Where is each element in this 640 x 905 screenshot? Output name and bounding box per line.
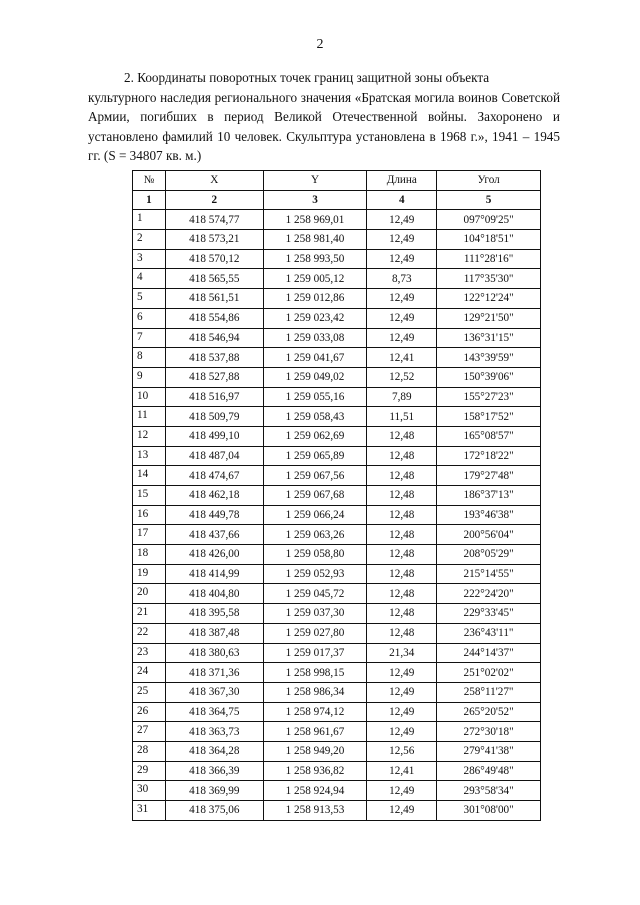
point-number-cell: 8 xyxy=(133,348,166,368)
angle-cell: 251°02'02" xyxy=(437,663,541,683)
table-row xyxy=(133,702,541,722)
y-coordinate-cell: 1 259 062,69 xyxy=(263,426,367,446)
x-coordinate-cell: 418 437,66 xyxy=(165,525,263,545)
x-coordinate-cell: 418 414,99 xyxy=(165,564,263,584)
point-number-cell: 10 xyxy=(133,387,166,407)
table-row xyxy=(133,249,541,269)
point-number-cell: 16 xyxy=(133,505,166,525)
point-number-cell: 23 xyxy=(133,643,166,663)
column-number: 5 xyxy=(437,190,541,210)
y-coordinate-cell: 1 258 924,94 xyxy=(263,781,367,801)
angle-cell: 229°33'45" xyxy=(437,604,541,624)
y-coordinate-cell: 1 258 961,67 xyxy=(263,722,367,742)
point-number-cell: 27 xyxy=(133,722,166,742)
point-number-cell: 13 xyxy=(133,446,166,466)
table-row xyxy=(133,643,541,663)
length-cell: 12,48 xyxy=(367,486,437,506)
table-row xyxy=(133,584,541,604)
y-coordinate-cell: 1 259 017,37 xyxy=(263,643,367,663)
x-coordinate-cell: 418 509,79 xyxy=(165,407,263,427)
x-coordinate-cell: 418 573,21 xyxy=(165,230,263,250)
point-number-cell: 26 xyxy=(133,702,166,722)
x-coordinate-cell: 418 516,97 xyxy=(165,387,263,407)
length-cell: 12,48 xyxy=(367,426,437,446)
length-cell: 12,48 xyxy=(367,505,437,525)
angle-cell: 301°08'00" xyxy=(437,801,541,821)
point-number-cell: 4 xyxy=(133,269,166,289)
y-coordinate-cell: 1 259 058,80 xyxy=(263,545,367,565)
x-coordinate-cell: 418 474,67 xyxy=(165,466,263,486)
point-number-cell: 6 xyxy=(133,308,166,328)
y-coordinate-cell: 1 259 049,02 xyxy=(263,367,367,387)
length-cell: 12,49 xyxy=(367,230,437,250)
x-coordinate-cell: 418 380,63 xyxy=(165,643,263,663)
point-number-cell: 21 xyxy=(133,604,166,624)
length-cell: 12,49 xyxy=(367,682,437,702)
table-row xyxy=(133,230,541,250)
angle-cell: 208°05'29" xyxy=(437,545,541,565)
table-row xyxy=(133,210,541,230)
x-coordinate-cell: 418 395,58 xyxy=(165,604,263,624)
header-angle: Угол xyxy=(437,171,541,191)
angle-cell: 150°39'06" xyxy=(437,367,541,387)
intro-paragraph xyxy=(88,68,560,166)
length-cell: 12,48 xyxy=(367,545,437,565)
x-coordinate-cell: 418 387,48 xyxy=(165,623,263,643)
table-row xyxy=(133,801,541,821)
x-coordinate-cell: 418 462,18 xyxy=(165,486,263,506)
length-cell: 12,49 xyxy=(367,308,437,328)
table-row xyxy=(133,308,541,328)
header-length: Длина xyxy=(367,171,437,191)
table-row xyxy=(133,623,541,643)
header-number: № xyxy=(133,171,166,191)
point-number-cell: 24 xyxy=(133,663,166,683)
table-row xyxy=(133,604,541,624)
length-cell: 12,52 xyxy=(367,367,437,387)
x-coordinate-cell: 418 565,55 xyxy=(165,269,263,289)
table-row xyxy=(133,761,541,781)
length-cell: 8,73 xyxy=(367,269,437,289)
length-cell: 12,48 xyxy=(367,604,437,624)
table-row xyxy=(133,545,541,565)
angle-cell: 117°35'30" xyxy=(437,269,541,289)
table-row xyxy=(133,426,541,446)
x-coordinate-cell: 418 369,99 xyxy=(165,781,263,801)
length-cell: 12,49 xyxy=(367,289,437,309)
x-coordinate-cell: 418 367,30 xyxy=(165,682,263,702)
angle-cell: 200°56'04" xyxy=(437,525,541,545)
point-number-cell: 19 xyxy=(133,564,166,584)
length-cell: 12,41 xyxy=(367,761,437,781)
angle-cell: 286°49'48" xyxy=(437,761,541,781)
point-number-cell: 12 xyxy=(133,426,166,446)
x-coordinate-cell: 418 426,00 xyxy=(165,545,263,565)
y-coordinate-cell: 1 258 986,34 xyxy=(263,682,367,702)
y-coordinate-cell: 1 259 067,56 xyxy=(263,466,367,486)
column-number: 3 xyxy=(263,190,367,210)
angle-cell: 215°14'55" xyxy=(437,564,541,584)
y-coordinate-cell: 1 259 045,72 xyxy=(263,584,367,604)
point-number-cell: 2 xyxy=(133,230,166,250)
x-coordinate-cell: 418 574,77 xyxy=(165,210,263,230)
angle-cell: 265°20'52" xyxy=(437,702,541,722)
point-number-cell: 5 xyxy=(133,289,166,309)
x-coordinate-cell: 418 546,94 xyxy=(165,328,263,348)
length-cell: 12,49 xyxy=(367,249,437,269)
y-coordinate-cell: 1 258 981,40 xyxy=(263,230,367,250)
length-cell: 12,48 xyxy=(367,446,437,466)
y-coordinate-cell: 1 258 998,15 xyxy=(263,663,367,683)
x-coordinate-cell: 418 375,06 xyxy=(165,801,263,821)
point-number-cell: 7 xyxy=(133,328,166,348)
point-number-cell: 3 xyxy=(133,249,166,269)
length-cell: 12,49 xyxy=(367,328,437,348)
angle-cell: 186°37'13" xyxy=(437,486,541,506)
x-coordinate-cell: 418 404,80 xyxy=(165,584,263,604)
page-number: 2 xyxy=(316,37,324,52)
length-cell: 12,48 xyxy=(367,525,437,545)
x-coordinate-cell: 418 527,88 xyxy=(165,367,263,387)
point-number-cell: 17 xyxy=(133,525,166,545)
table-row xyxy=(133,328,541,348)
y-coordinate-cell: 1 259 067,68 xyxy=(263,486,367,506)
table-row xyxy=(133,486,541,506)
length-cell: 12,48 xyxy=(367,466,437,486)
y-coordinate-cell: 1 259 066,24 xyxy=(263,505,367,525)
column-number: 2 xyxy=(165,190,263,210)
column-number: 4 xyxy=(367,190,437,210)
column-numbers-row xyxy=(133,190,541,210)
x-coordinate-cell: 418 487,04 xyxy=(165,446,263,466)
point-number-cell: 25 xyxy=(133,682,166,702)
table-row xyxy=(133,446,541,466)
angle-cell: 122°12'24" xyxy=(437,289,541,309)
y-coordinate-cell: 1 259 058,43 xyxy=(263,407,367,427)
angle-cell: 222°24'20" xyxy=(437,584,541,604)
x-coordinate-cell: 418 366,39 xyxy=(165,761,263,781)
angle-cell: 244°14'37" xyxy=(437,643,541,663)
angle-cell: 279°41'38" xyxy=(437,741,541,761)
point-number-cell: 18 xyxy=(133,545,166,565)
point-number-cell: 1 xyxy=(133,210,166,230)
angle-cell: 172°18'22" xyxy=(437,446,541,466)
x-coordinate-cell: 418 363,73 xyxy=(165,722,263,742)
angle-cell: 155°27'23" xyxy=(437,387,541,407)
x-coordinate-cell: 418 537,88 xyxy=(165,348,263,368)
y-coordinate-cell: 1 259 055,16 xyxy=(263,387,367,407)
header-x: X xyxy=(165,171,263,191)
angle-cell: 272°30'18" xyxy=(437,722,541,742)
length-cell: 11,51 xyxy=(367,407,437,427)
point-number-cell: 29 xyxy=(133,761,166,781)
x-coordinate-cell: 418 371,36 xyxy=(165,663,263,683)
table-row xyxy=(133,564,541,584)
length-cell: 21,34 xyxy=(367,643,437,663)
angle-cell: 293°58'34" xyxy=(437,781,541,801)
y-coordinate-cell: 1 259 063,26 xyxy=(263,525,367,545)
angle-cell: 136°31'15" xyxy=(437,328,541,348)
column-number: 1 xyxy=(133,190,166,210)
angle-cell: 097°09'25" xyxy=(437,210,541,230)
table-row xyxy=(133,505,541,525)
header-y: Y xyxy=(263,171,367,191)
point-number-cell: 28 xyxy=(133,741,166,761)
angle-cell: 143°39'59" xyxy=(437,348,541,368)
y-coordinate-cell: 1 259 027,80 xyxy=(263,623,367,643)
table-row xyxy=(133,387,541,407)
length-cell: 7,89 xyxy=(367,387,437,407)
length-cell: 12,49 xyxy=(367,722,437,742)
point-number-cell: 31 xyxy=(133,801,166,821)
x-coordinate-cell: 418 364,28 xyxy=(165,741,263,761)
y-coordinate-cell: 1 258 949,20 xyxy=(263,741,367,761)
y-coordinate-cell: 1 258 969,01 xyxy=(263,210,367,230)
angle-cell: 165°08'57" xyxy=(437,426,541,446)
length-cell: 12,49 xyxy=(367,801,437,821)
coordinates-table xyxy=(132,170,541,821)
x-coordinate-cell: 418 554,86 xyxy=(165,308,263,328)
length-cell: 12,48 xyxy=(367,564,437,584)
length-cell: 12,48 xyxy=(367,584,437,604)
angle-cell: 111°28'16" xyxy=(437,249,541,269)
length-cell: 12,49 xyxy=(367,663,437,683)
y-coordinate-cell: 1 259 033,08 xyxy=(263,328,367,348)
y-coordinate-cell: 1 258 913,53 xyxy=(263,801,367,821)
angle-cell: 104°18'51" xyxy=(437,230,541,250)
intro-rest: культурного наследия регионального значения «Братская могила воинов Советской Армии, погибших в период Великой Отечественной войны. Захоронено и установлено фамилий 10 человек. Скульптура установлена в 1968 г.», 1941 – 1945 гг. (S = 34807 кв. м.) xyxy=(88,89,560,164)
y-coordinate-cell: 1 259 065,89 xyxy=(263,446,367,466)
y-coordinate-cell: 1 259 037,30 xyxy=(263,604,367,624)
table-row xyxy=(133,781,541,801)
point-number-cell: 11 xyxy=(133,407,166,427)
x-coordinate-cell: 418 570,12 xyxy=(165,249,263,269)
x-coordinate-cell: 418 364,75 xyxy=(165,702,263,722)
point-number-cell: 20 xyxy=(133,584,166,604)
y-coordinate-cell: 1 259 052,93 xyxy=(263,564,367,584)
x-coordinate-cell: 418 449,78 xyxy=(165,505,263,525)
length-cell: 12,56 xyxy=(367,741,437,761)
length-cell: 12,49 xyxy=(367,702,437,722)
angle-cell: 179°27'48" xyxy=(437,466,541,486)
angle-cell: 193°46'38" xyxy=(437,505,541,525)
table-header-row xyxy=(133,171,541,191)
table-row xyxy=(133,682,541,702)
length-cell: 12,41 xyxy=(367,348,437,368)
table-row xyxy=(133,348,541,368)
x-coordinate-cell: 418 499,10 xyxy=(165,426,263,446)
angle-cell: 236°43'11" xyxy=(437,623,541,643)
length-cell: 12,49 xyxy=(367,210,437,230)
y-coordinate-cell: 1 259 041,67 xyxy=(263,348,367,368)
point-number-cell: 9 xyxy=(133,367,166,387)
y-coordinate-cell: 1 258 936,82 xyxy=(263,761,367,781)
y-coordinate-cell: 1 259 012,86 xyxy=(263,289,367,309)
table-row xyxy=(133,407,541,427)
angle-cell: 158°17'52" xyxy=(437,407,541,427)
table-row xyxy=(133,289,541,309)
table-row xyxy=(133,663,541,683)
length-cell: 12,48 xyxy=(367,623,437,643)
point-number-cell: 22 xyxy=(133,623,166,643)
table-row xyxy=(133,525,541,545)
y-coordinate-cell: 1 259 005,12 xyxy=(263,269,367,289)
y-coordinate-cell: 1 258 993,50 xyxy=(263,249,367,269)
table-row xyxy=(133,466,541,486)
angle-cell: 258°11'27" xyxy=(437,682,541,702)
point-number-cell: 15 xyxy=(133,486,166,506)
intro-first-line: 2. Координаты поворотных точек границ защитной зоны объекта xyxy=(124,70,490,85)
table-row xyxy=(133,741,541,761)
angle-cell: 129°21'50" xyxy=(437,308,541,328)
point-number-cell: 30 xyxy=(133,781,166,801)
point-number-cell: 14 xyxy=(133,466,166,486)
x-coordinate-cell: 418 561,51 xyxy=(165,289,263,309)
table-row xyxy=(133,269,541,289)
table-row xyxy=(133,367,541,387)
length-cell: 12,49 xyxy=(367,781,437,801)
y-coordinate-cell: 1 258 974,12 xyxy=(263,702,367,722)
y-coordinate-cell: 1 259 023,42 xyxy=(263,308,367,328)
table-row xyxy=(133,722,541,742)
